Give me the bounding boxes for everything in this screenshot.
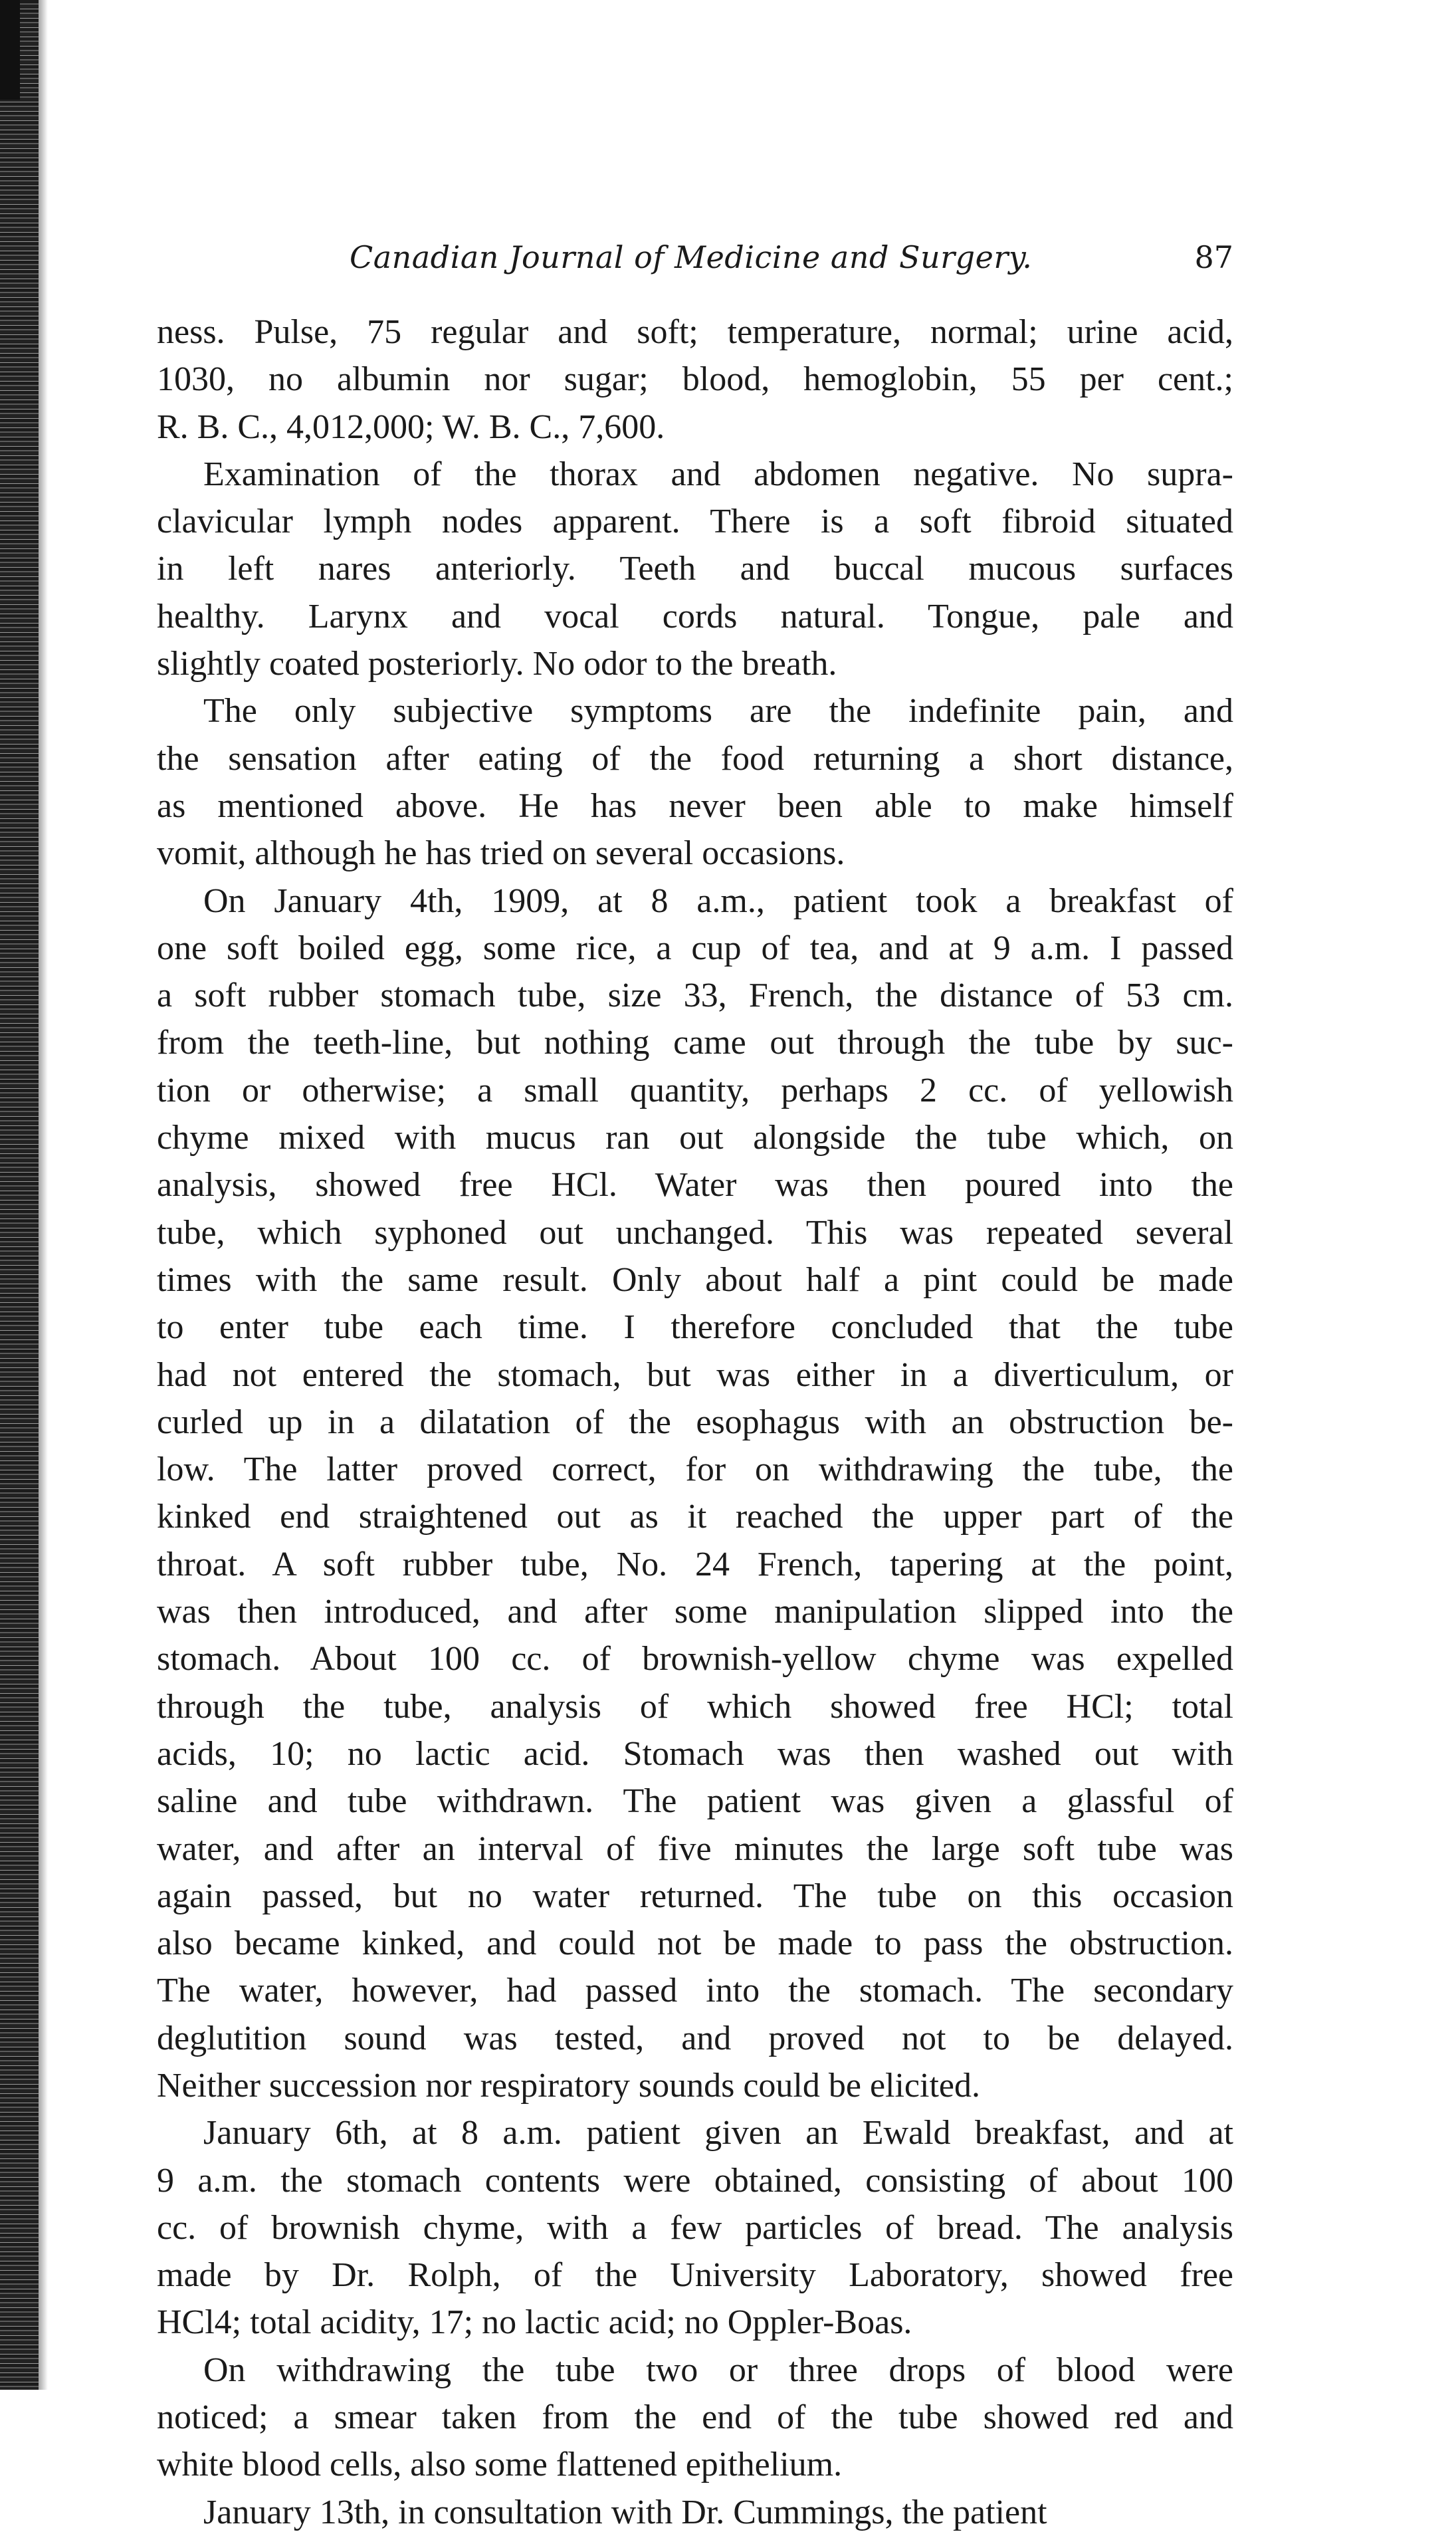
text-line: acids, 10; no lactic acid. Stomach was then washed out with (157, 1734, 1233, 1773)
text-line: noticed; a smear taken from the end of the tube showed red and (157, 2398, 1233, 2437)
journal-page (157, 239, 1233, 2536)
text-line: in left nares anteriorly. Teeth and buccal mucous surfaces (157, 550, 1233, 588)
text-line: one soft boiled egg, some rice, a cup of tea, and at 9 a.m. I passed (157, 929, 1233, 967)
text-line: Neither succession nor respiratory sounds could be elicited. (157, 2066, 980, 2105)
text-line: healthy. Larynx and vocal cords natural. Tongue, pale and (157, 597, 1233, 635)
text-line: also became kinked, and could not be made to pass the obstruction. (157, 1924, 1233, 1963)
text-line: analysis, showed free HCl. Water was then poured into the (157, 1166, 1233, 1205)
text-line: Examination of the thorax and abdomen negative. No supra- (203, 455, 1233, 493)
text-line: water, and after an interval of five minutes the large soft tube was (157, 1829, 1233, 1868)
text-line: January 6th, at 8 a.m. patient given an Ewald breakfast, and at (203, 2114, 1233, 2152)
running-title: Canadian Journal of Medicine and Surgery. (350, 239, 1033, 275)
page-number: 87 (1194, 239, 1233, 275)
text-line: from the teeth-line, but nothing came out through the tube by suc- (157, 1024, 1233, 1062)
text-line: 9 a.m. the stomach contents were obtained, consisting of about 100 (157, 2161, 1233, 2200)
text-line: ness. Pulse, 75 regular and soft; temperature, normal; urine acid, (157, 313, 1233, 351)
text-line: white blood cells, also some flattened epithelium. (157, 2446, 843, 2484)
text-line: deglutition sound was tested, and proved not to be delayed. (157, 2019, 1233, 2057)
scan-corner-mark (0, 0, 20, 100)
text-line: The only subjective symptoms are the indefinite pain, and (203, 692, 1233, 731)
text-line: low. The latter proved correct, for on withdrawing the tube, the (157, 1450, 1233, 1489)
paragraph (157, 2347, 1233, 2489)
paragraph (157, 308, 1233, 451)
scanned-binding-edge (0, 0, 39, 2390)
paragraph (157, 2489, 1233, 2536)
text-line: throat. A soft rubber tube, No. 24 French, tapering at the point, (157, 1545, 1233, 1583)
text-line: the sensation after eating of the food returning a short distance, (157, 739, 1233, 778)
text-line: clavicular lymph nodes apparent. There is a soft fibroid situated (157, 503, 1233, 541)
text-line: curled up in a dilatation of the esophagus with an obstruction be- (157, 1403, 1233, 1441)
paragraph (157, 877, 1233, 2110)
paragraph (157, 687, 1233, 877)
text-line: made by Dr. Rolph, of the University Laboratory, showed free (157, 2256, 1233, 2295)
paragraph (157, 2109, 1233, 2346)
text-line: had not entered the stomach, but was either in a diverticulum, or (157, 1355, 1233, 1394)
text-line: kinked end straightened out as it reached the upper part of the (157, 1498, 1233, 1536)
paragraph (157, 451, 1233, 687)
text-line: chyme mixed with mucus ran out alongside the tube which, on (157, 1119, 1233, 1157)
text-line: a soft rubber stomach tube, size 33, French, the distance of 53 cm. (157, 977, 1233, 1015)
text-line: tion or otherwise; a small quantity, perhaps 2 cc. of yellowish (157, 1071, 1233, 1109)
text-line: stomach. About 100 cc. of brownish-yellow chyme was expelled (157, 1640, 1233, 1678)
text-line: vomit, although he has tried on several occasions. (157, 834, 845, 873)
text-line: saline and tube withdrawn. The patient was given a glassful of (157, 1782, 1233, 1821)
text-line: slightly coated posteriorly. No odor to the breath. (157, 645, 837, 683)
text-line: 1030, no albumin nor sugar; blood, hemoglobin, 55 per cent.; (157, 360, 1233, 399)
text-line: again passed, but no water returned. The tube on this occasion (157, 1877, 1233, 1915)
text-line: January 13th, in consultation with Dr. Cummings, the patient (203, 2493, 1047, 2531)
text-line: to enter tube each time. I therefore concluded that the tube (157, 1308, 1233, 1347)
text-line: On withdrawing the tube two or three drops of blood were (203, 2351, 1233, 2389)
text-line: HCl4; total acidity, 17; no lactic acid; no Oppler-Boas. (157, 2303, 912, 2342)
text-line: tube, which syphoned out unchanged. This was repeated several (157, 1213, 1233, 1252)
text-line: cc. of brownish chyme, with a few particles of bread. The analysis (157, 2208, 1233, 2247)
text-line: times with the same result. Only about half a pint could be made (157, 1260, 1233, 1299)
text-line: On January 4th, 1909, at 8 a.m., patient took a breakfast of (203, 881, 1233, 920)
article-body (157, 308, 1233, 2536)
text-line: as mentioned above. He has never been able to make himself (157, 786, 1233, 825)
text-line: The water, however, had passed into the stomach. The secondary (157, 1972, 1233, 2010)
running-head (157, 239, 1233, 279)
text-line: was then introduced, and after some manipulation slipped into the (157, 1593, 1233, 1631)
text-line: through the tube, analysis of which showed free HCl; total (157, 1687, 1233, 1726)
text-line: R. B. C., 4,012,000; W. B. C., 7,600. (157, 407, 665, 446)
